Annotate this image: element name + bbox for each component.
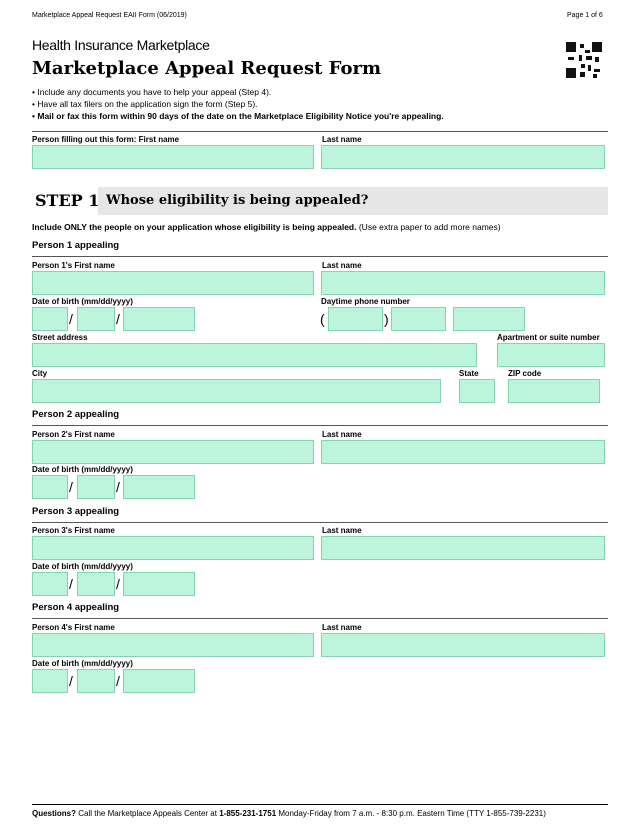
person4-first-name-input[interactable]: [32, 633, 314, 657]
person1-phone-label: Daytime phone number: [321, 297, 410, 306]
brand-logo: Health Insurance Marketplace: [32, 37, 210, 53]
person1-phone-prefix[interactable]: [391, 307, 446, 331]
filler-first-name-label: Person filling out this form: First name: [32, 135, 180, 144]
footer-help-text: Questions? Call the Marketplace Appeals Center at 1-855-231-1751 Monday-Friday from 7 a.m. - 8:30 p.m. Eastern Time (TTY 1-855-739-2231): [32, 809, 546, 818]
step1-instruction: Include ONLY the people on your application whose eligibility is being appealed. (Use extra paper to add more names): [32, 222, 501, 232]
divider: [32, 425, 608, 426]
date-separator: /: [116, 479, 120, 495]
person4-dob-month[interactable]: [32, 669, 68, 693]
person1-city-label: City: [32, 369, 48, 378]
person1-phone-area[interactable]: [328, 307, 383, 331]
divider: [32, 131, 608, 132]
person3-dob-day[interactable]: [77, 572, 115, 596]
person1-last-name-input[interactable]: [321, 271, 605, 295]
person1-dob-year[interactable]: [123, 307, 195, 331]
person1-zip-label: ZIP code: [508, 369, 542, 378]
person2-first-name-label: Person 2's First name: [32, 430, 115, 439]
person1-dob-label: Date of birth (mm/dd/yyyy): [32, 297, 133, 306]
instructions-list: [32, 86, 444, 122]
person1-dob-day[interactable]: [77, 307, 115, 331]
person1-street-label: Street address: [32, 333, 88, 342]
person3-dob-label: Date of birth (mm/dd/yyyy): [32, 562, 133, 571]
filler-first-name-input[interactable]: [32, 145, 314, 169]
person3-first-name-input[interactable]: [32, 536, 314, 560]
person1-phone-line[interactable]: [453, 307, 525, 331]
date-separator: /: [69, 576, 73, 592]
person3-dob-year[interactable]: [123, 572, 195, 596]
divider: [32, 618, 608, 619]
person2-dob-label: Date of birth (mm/dd/yyyy): [32, 465, 133, 474]
person4-last-name-label: Last name: [322, 623, 362, 632]
person1-state-label: State: [459, 369, 479, 378]
person1-state-input[interactable]: [459, 379, 495, 403]
date-separator: /: [116, 311, 120, 327]
footer-divider: [32, 804, 608, 805]
date-separator: /: [69, 673, 73, 689]
date-separator: /: [116, 576, 120, 592]
person4-last-name-input[interactable]: [321, 633, 605, 657]
person2-last-name-label: Last name: [322, 430, 362, 439]
person1-apt-label: Apartment or suite number: [497, 333, 600, 342]
page-number: Page 1 of 6: [567, 12, 603, 19]
person2-last-name-input[interactable]: [321, 440, 605, 464]
bullet-item: • Have all tax filers on the application sign the form (Step 5).: [32, 99, 258, 109]
person1-dob-month[interactable]: [32, 307, 68, 331]
step1-badge: STEP 1: [35, 191, 100, 210]
person3-first-name-label: Person 3's First name: [32, 526, 115, 535]
bullet-item: • Mail or fax this form within 90 days of the date on the Marketplace Eligibility Notice you're appealing.: [32, 111, 444, 121]
person1-apt-input[interactable]: [497, 343, 605, 367]
qr-code-icon: [566, 42, 602, 78]
phone-paren-open: (: [320, 311, 325, 327]
person1-city-input[interactable]: [32, 379, 441, 403]
person3-last-name-input[interactable]: [321, 536, 605, 560]
date-separator: /: [69, 479, 73, 495]
person4-heading: Person 4 appealing: [32, 602, 120, 613]
person3-last-name-label: Last name: [322, 526, 362, 535]
divider: [32, 522, 608, 523]
bullet-item: • Include any documents you have to help your appeal (Step 4).: [32, 87, 272, 97]
person4-dob-day[interactable]: [77, 669, 115, 693]
step1-heading: Whose eligibility is being appealed?: [106, 193, 369, 208]
page-title: Marketplace Appeal Request Form: [32, 58, 382, 79]
person2-dob-month[interactable]: [32, 475, 68, 499]
person4-first-name-label: Person 4's First name: [32, 623, 115, 632]
person1-zip-input[interactable]: [508, 379, 600, 403]
person1-heading: Person 1 appealing: [32, 240, 120, 251]
person2-dob-year[interactable]: [123, 475, 195, 499]
person3-heading: Person 3 appealing: [32, 506, 120, 517]
person1-first-name-label: Person 1's First name: [32, 261, 115, 270]
person1-last-name-label: Last name: [322, 261, 362, 270]
person2-first-name-input[interactable]: [32, 440, 314, 464]
filler-last-name-label: Last name: [322, 135, 362, 144]
filler-last-name-input[interactable]: [321, 145, 605, 169]
person1-first-name-input[interactable]: [32, 271, 314, 295]
person1-street-input[interactable]: [32, 343, 477, 367]
person4-dob-label: Date of birth (mm/dd/yyyy): [32, 659, 133, 668]
date-separator: /: [116, 673, 120, 689]
person4-dob-year[interactable]: [123, 669, 195, 693]
person2-heading: Person 2 appealing: [32, 409, 120, 420]
phone-paren-close: ): [384, 311, 389, 327]
form-id: Marketplace Appeal Request EAII Form (06/2019): [32, 12, 187, 19]
divider: [32, 256, 608, 257]
person3-dob-month[interactable]: [32, 572, 68, 596]
person2-dob-day[interactable]: [77, 475, 115, 499]
date-separator: /: [69, 311, 73, 327]
